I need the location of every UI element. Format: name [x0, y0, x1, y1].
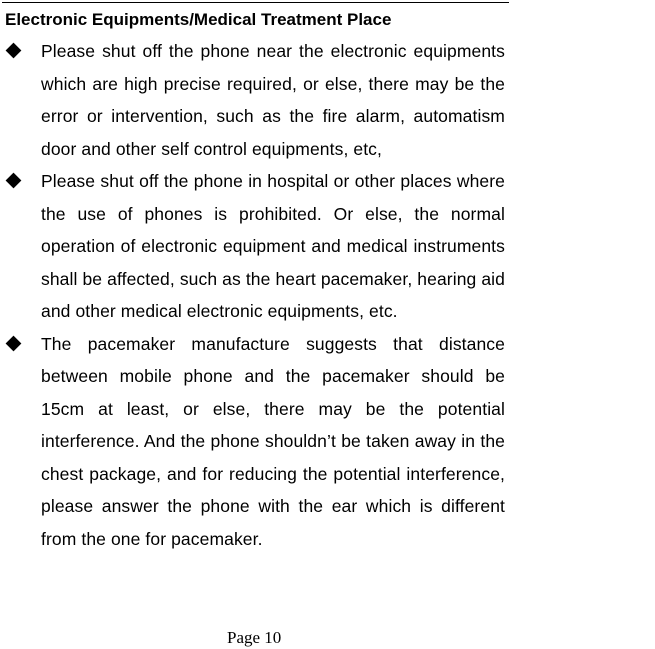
bullet-text: The pacemaker manufacture suggests that distance between mobile phone and the pacemaker should be 15cm at least, or else, there may be the potential interference. And the phone shouldn’t be taken away in the chest package, and for reducing the potential interference, please answer the phone with the ear which is different from the one for pacemaker.: [41, 333, 505, 549]
diamond-bullet-icon: [5, 172, 22, 189]
bullet-item: [0, 35, 505, 165]
diamond-bullet-icon: [5, 335, 22, 352]
bullet-item: [0, 328, 505, 556]
bullet-list: [0, 35, 520, 555]
section-heading: Electronic Equipments/Medical Treatment Place: [5, 10, 392, 29]
top-divider-line: [2, 2, 509, 3]
bullet-item: [0, 165, 505, 328]
bullet-text: Please shut off the phone in hospital or other places where the use of phones is prohibited. Or else, the normal operation of electronic equipment and medical instruments shall be affected, such as the heart pacemaker, hearing aid and other medical electronic equipments, etc.: [41, 171, 505, 321]
diamond-bullet-icon: [5, 42, 22, 59]
page-number: Page 10: [227, 628, 282, 647]
bullet-text: Please shut off the phone near the electronic equipments which are high precise required, or else, there may be the error or intervention, such as the fire alarm, automatism door and other self control equipments, etc,: [41, 41, 505, 159]
